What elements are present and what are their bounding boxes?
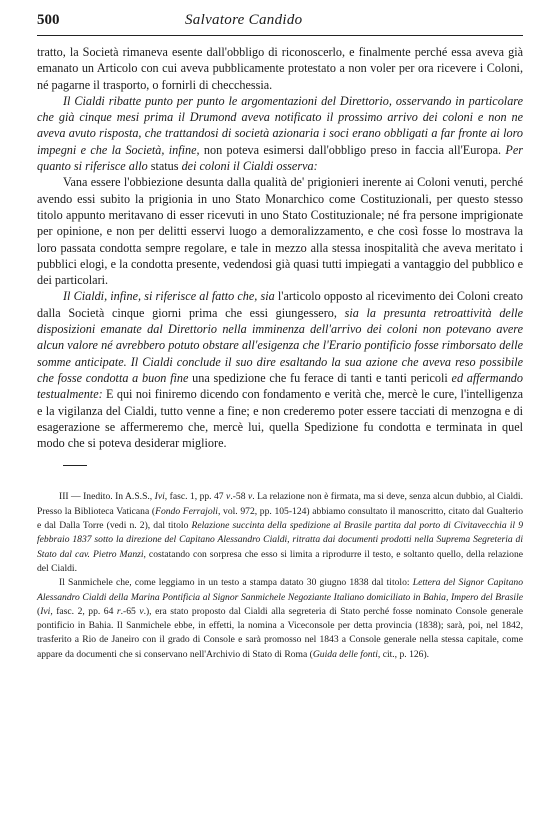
main-text	[37, 44, 523, 451]
page-header	[37, 12, 523, 34]
italic-span: Guida delle fonti	[312, 648, 378, 660]
text-span: III — Inedito. In A.S.S.,	[59, 491, 155, 503]
text-span: E qui noi finiremo dicendo con fondamento e verità che, mercè le cure, l'intelligenza e la vigilanza del Cialdi, tutto venne a fine; e non crederemo poter essere tacciati di menzogna e di esagerazione se affermeremo che, mercè lui, quella Spedizione fu condotta e terminata in quel modo che si poteva desiderar migliore.	[37, 387, 523, 451]
text-span: .-65	[120, 605, 140, 617]
italic-span: v	[139, 605, 144, 617]
italic-span: Fondo Ferrajoli	[155, 505, 218, 517]
paragraph	[37, 288, 523, 451]
text-span: .), era stato proposto dal Cialdi alla segreteria di Stato perché fosse nominato Console generale pontificio in Bahia. Il Sanmichele ebbe, in effetti, la nomina a Viceconsole per detta provincia (1838); sarà, poi, nel 1842, trasferito a Rio de Janeiro con il grado di Console e sarà promosso nel 1843 a Console generale nella stessa capitale, come appare da documenti che si conservano nell'Archivio di Stato di Roma (	[37, 605, 524, 660]
running-title: Salvatore Candido	[185, 12, 303, 28]
text-span: l'articolo opposto al ricevimento dei Coloni creato dalla Società cinque giorni prima che essi giungessero,	[37, 289, 523, 320]
page-number: 500	[37, 12, 60, 28]
text-span: (	[37, 605, 41, 617]
italic-span: v	[247, 491, 253, 503]
text-span: , cit., p. 126).	[377, 648, 430, 660]
italic-span: r	[116, 605, 121, 617]
italic-span: Per quanto si riferisce allo	[37, 142, 523, 174]
quoted-paragraph	[37, 174, 523, 288]
text-span: una spedizione che fu ferace di tanti e tanti pericoli	[188, 370, 452, 385]
italic-span: sia la presunta retroattività delle disposizioni emanate dal Direttorio nella imminenza dell'arrivo dei coloni non potevano avere alcun valore né avrebbero potuto obstare all'esigenza che l'Erario pontificio fosse rimborsato delle somme anticipate. Il Cialdi conclude il suo dire esaltando la sua azione che aveva reso possibile che fosse condotta a buon fine	[37, 305, 523, 385]
italic-span: Lettera del Signor Capitano Alessandro Cialdi della Marina Pontificia al Signor Sanmichele Negoziante Italiano domiciliato in Bahia, Impero del Brasile	[37, 577, 523, 603]
text-span: Il Sanmichele che, come leggiamo in un testo a stampa datato 30 giugno 1838 dal titolo:	[59, 577, 413, 589]
text-span: tratto, la Società rimaneva esente dall'obbligo di riconoscerlo, e finalmente perché essa aveva già emanato un Articolo con cui aveva pubblicamente protestato a non voler per ora ricevere i Coloni, né pagarne il trasporto, o fornirli di checchessia.	[37, 45, 523, 92]
text-span: . La relazione non è firmata, ma si deve, senza alcun dubbio, al Cialdi. Presso la Biblioteca Vaticana (	[37, 491, 523, 517]
header-rule	[37, 35, 523, 36]
footnote-separator	[63, 465, 87, 466]
italic-span: Relazione succinta della spedizione al Brasile partita dal porto di Civitavecchia il 9 febbraio 1837 sotto la direzione del Capitano Alessandro Cialdi, ritratta dai documenti prodotti nella Suprema Segreteria di Stato dal cav. Pietro Manzi	[37, 520, 523, 560]
italic-span: v	[226, 491, 231, 503]
text-span: non poteva esimersi dall'obbligo preso in faccia all'Europa.	[199, 142, 506, 157]
footnotes	[37, 490, 523, 662]
italic-span: dei coloni il Cialdi osserva:	[181, 159, 318, 174]
text-span: .-58	[230, 491, 248, 503]
italic-span: Ivi	[40, 605, 51, 617]
text-span: Vana essere l'obbiezione desunta dalla qualità de' prigionieri inerente ai Coloni venuti, perché avendo essi subito la prigionia in uno Stato Monarchico come Costituzionali, per questo stesso titolo appunto meritavano di esser ricevuti in uno Stato Costituzionale; né fra persone imprigionate per opinione, e non per delitti esservi luogo a demoralizzamento, e che così fosse lo mostrava la loro passata condotta sempre regolare, e tale in mezzo alla stessa inospitalità che aveva meritato i pubblici elogi, e la condotta presente, vedendosi già quasi tutti impiegati a vantaggio del pubblico e dei particolari.	[37, 175, 523, 288]
paragraph	[37, 44, 523, 93]
italic-span: ed affermando testualmente:	[37, 370, 523, 402]
text-span: , costatando con sorpresa che esso si limita a riprodurre il testo, e soltanto quello, della relazione del Cialdi.	[37, 548, 524, 574]
italic-span: Ivi	[154, 491, 165, 503]
book-page	[37, 12, 523, 662]
footnote	[37, 576, 523, 662]
text-span: , fasc. 2, pp. 64	[50, 605, 117, 617]
italic-span: Il Cialdi ribatte punto per punto le argomentazioni del Direttorio, osservando in particolare che già cinque mesi prima il Drumond aveva notificato il prossimo arrivo dei coloni e non ne aveva avuto risposta, che trattandosi di società azionaria i soci erano obbligati a far fronte ai loro impegni e che la Società, infine,	[37, 93, 523, 157]
text-span: status	[147, 159, 182, 174]
italic-span: Il Cialdi, infine, si riferisce al fatto che, sia	[63, 289, 275, 304]
text-span: , fasc. 1, pp. 47	[164, 491, 227, 503]
footnote	[37, 490, 523, 576]
text-span: , vol. 972, pp. 105-124) abbiamo consultato il manoscritto, citato dal Gualterio e dal Dalla Torre (vedi n. 2), dal titolo	[37, 505, 523, 532]
paragraph	[37, 93, 523, 174]
